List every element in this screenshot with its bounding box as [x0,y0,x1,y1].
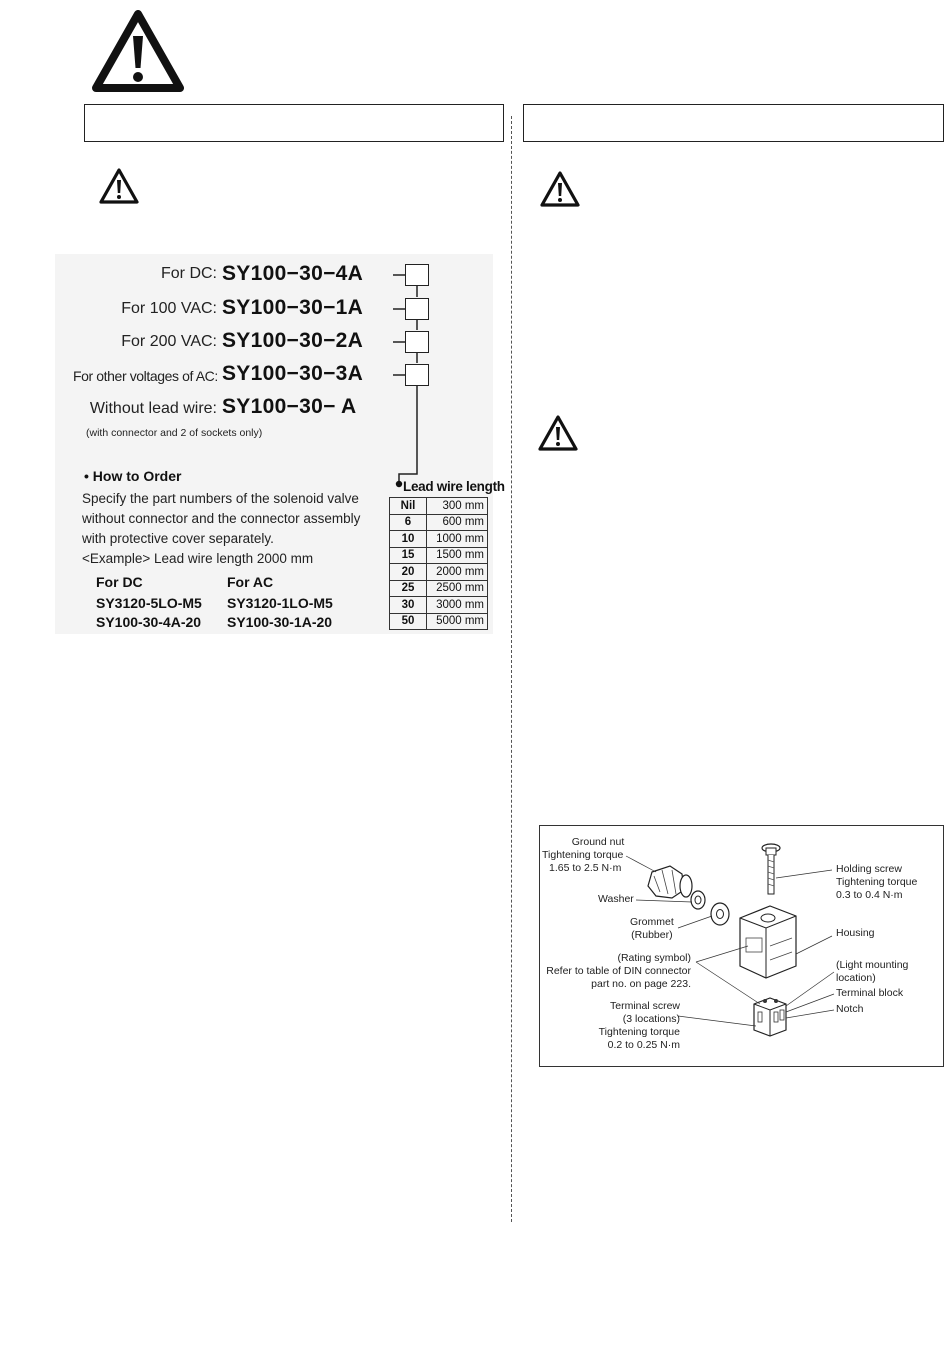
label-line: Tightening torque [598,1026,680,1038]
label-line: (Light mounting [836,959,909,971]
part-label-dc: For DC: [161,265,217,282]
terminal-screw-label [586,1000,680,1052]
label-line: 0.3 to 0.4 N·m [836,889,903,901]
lead-length: 2500 mm [427,580,488,597]
grommet-label [630,916,674,942]
example-dc-code: SY3120-5LO-M5 [96,595,202,611]
label-line: Tightening torque [542,849,624,861]
ground-nut-label [560,836,636,849]
label-line: 1.65 to 2.5 N·m [549,862,622,874]
label-line: Grommet [630,916,674,928]
part-label-no-lead: Without lead wire: [89,400,217,417]
lead-wire-title: Lead wire length [403,479,505,494]
lead-code: 20 [390,564,427,581]
how-to-order-line: <Example> Lead wire length 2000 mm [82,551,314,566]
part-code-no-lead: SY100−30− A [222,395,357,418]
table-row [390,564,488,581]
label-line: (Rubber) [631,929,673,941]
label-line: Holding screw [836,863,902,875]
lead-length: 1500 mm [427,547,488,564]
table-row [390,613,488,630]
ground-nut-torque-label [542,849,623,862]
lead-length: 5000 mm [427,613,488,630]
part-code-dc: SY100−30−4A [222,262,364,285]
notch-label: Notch [836,1003,864,1015]
label-line: Ground nut [571,836,625,848]
table-row [390,547,488,564]
holding-screw-shape [762,844,780,894]
warning-triangle-icon [537,414,579,452]
terminal-block-label: Terminal block [836,987,904,999]
option-box [405,264,429,286]
label-line: part no. on page 223. [591,978,691,990]
table-row [390,580,488,597]
connector-note: (with connector and 2 of sockets only) [86,427,263,439]
table-row [390,514,488,531]
left-section-header [84,104,504,142]
washer-label: Washer [598,893,634,905]
part-label-100vac: For 100 VAC: [121,300,217,317]
how-to-order-line: Specify the part numbers of the solenoid valve [82,491,359,506]
table-row [390,498,488,515]
lead-code: 30 [390,597,427,614]
how-to-order-line: without connector and the connector assembly [82,511,361,526]
example-ac-header: For AC [227,574,274,590]
how-to-order-title: • How to Order [84,468,182,484]
example-ac-code: SY100-30-1A-20 [227,614,333,630]
lead-code: 15 [390,547,427,564]
ground-nut-shape [648,866,692,898]
label-line: Refer to table of DIN connector [546,965,691,977]
part-label-other-ac: For other voltages of AC: [73,368,218,384]
option-box [405,298,429,320]
lead-length: 1000 mm [427,531,488,548]
part-code-100vac: SY100−30−1A [222,296,364,319]
lead-length: 2000 mm [427,564,488,581]
how-to-order-line: with protective cover separately. [82,531,274,546]
table-row [390,531,488,548]
example-dc-code: SY100-30-4A-20 [96,614,202,630]
lead-code: 50 [390,613,427,630]
part-code-other-ac: SY100−30−3A [222,362,364,385]
right-section-header [523,104,944,142]
example-dc-header: For DC [96,574,143,590]
lead-length: 3000 mm [427,597,488,614]
housing-label: Housing [836,927,875,939]
lead-code: Nil [390,498,427,515]
label-line: (3 locations) [622,1013,680,1025]
label-line: (Rating symbol) [617,952,691,964]
table-row [390,597,488,614]
label-line: Terminal screw [609,1000,680,1012]
label-line: Tightening torque [836,876,918,888]
lead-length: 300 mm [427,498,488,515]
terminal-block-shape [754,998,786,1036]
lead-wire-table [389,497,488,630]
option-box [405,364,429,386]
lead-length: 600 mm [427,514,488,531]
column-divider [511,116,512,1222]
part-code-200vac: SY100−30−2A [222,329,364,352]
warning-triangle-icon [92,10,184,92]
label-line: location) [836,972,876,984]
housing-shape [740,906,796,978]
lead-code: 25 [390,580,427,597]
holding-screw-label [836,863,917,902]
example-ac-code: SY3120-1LO-M5 [227,595,333,611]
rating-symbol-label [543,952,691,991]
part-label-200vac: For 200 VAC: [121,333,217,350]
warning-triangle-icon [539,170,581,208]
lead-code: 10 [390,531,427,548]
ground-nut-torque-value [549,862,621,875]
label-line: 0.2 to 0.25 N·m [607,1039,680,1051]
lead-code: 6 [390,514,427,531]
option-box [405,331,429,353]
warning-triangle-icon [98,167,140,205]
light-mounting-label [836,959,908,985]
